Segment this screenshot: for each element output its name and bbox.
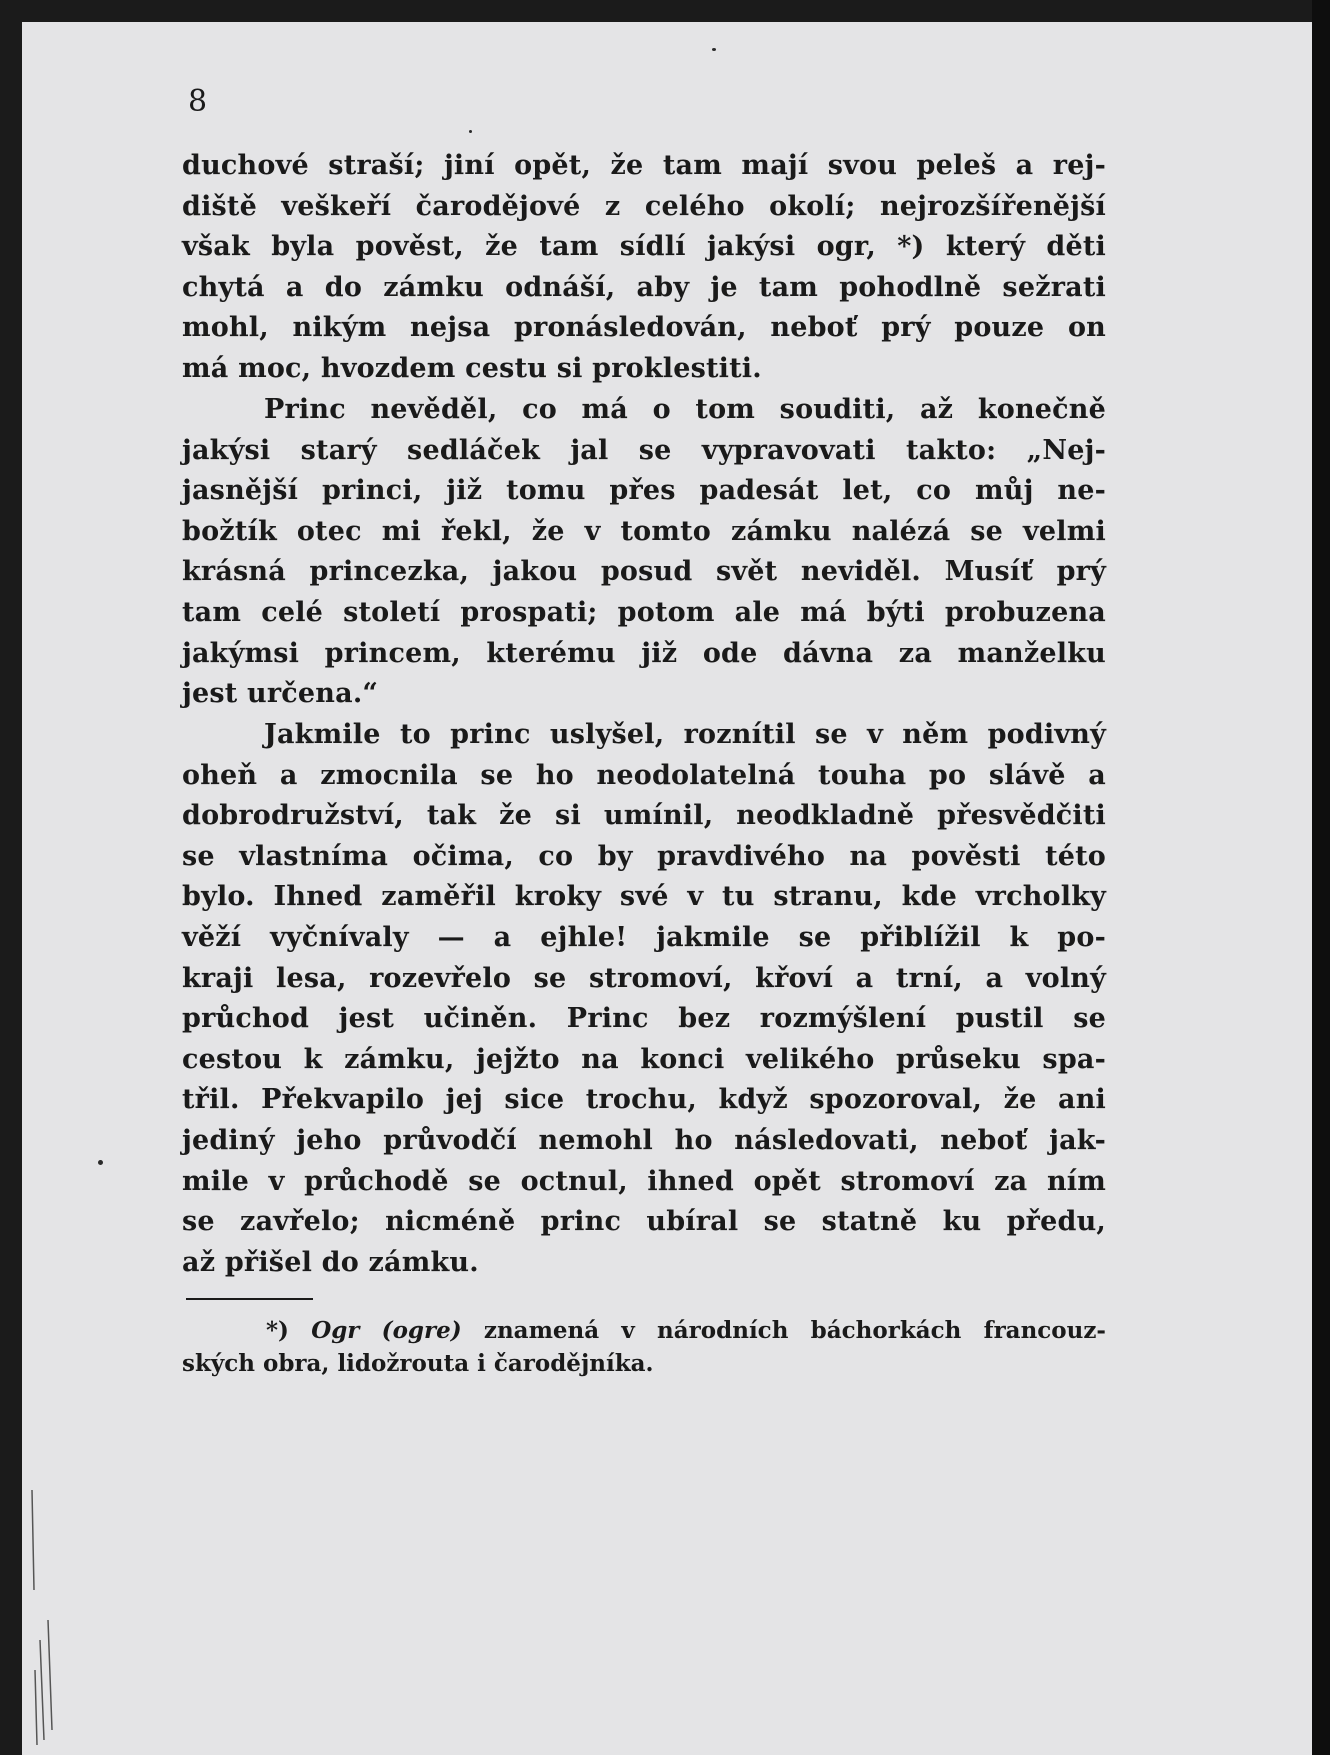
- text-line: jakýsi starý sedláček jal se vypravovati takto: „Nej-: [182, 434, 1106, 466]
- text-line: průchod jest učiněn. Princ bez rozmýšlení pustil se: [182, 1003, 1106, 1035]
- text-line: mohl, nikým nejsa pronásledován, neboť prý pouze on: [182, 312, 1106, 344]
- text-line: krásná princezka, jakou posud svět neviděl. Musíť prý: [182, 556, 1106, 588]
- text-line: diště veškeří čarodějové z celého okolí; nejrozšířenější: [182, 190, 1106, 222]
- text-line: kraji lesa, rozevřelo se stromoví, křoví a trní, a volný: [182, 962, 1106, 994]
- text-line: věží vyčnívaly — a ejhle! jakmile se přiblížil k po-: [182, 921, 1106, 953]
- text-line: dobrodružství, tak že si umínil, neodkladně přesvědčiti: [182, 800, 1106, 832]
- footnote-line-1: [182, 1314, 1106, 1347]
- text-line: Princ nevěděl, co má o tom souditi, až konečně: [264, 394, 1106, 425]
- text-line: bylo. Ihned zaměřil kroky své v tu stranu, kde vrcholky: [182, 881, 1106, 913]
- text-line: třil. Překvapilo jej sice trochu, když spozoroval, že ani: [182, 1084, 1106, 1116]
- text-line: duchové straší; jiní opět, že tam mají svou peleš a rej-: [182, 150, 1106, 181]
- scan-edge: [1312, 0, 1330, 1755]
- book-page: [22, 22, 1314, 1755]
- footnote-divider: [186, 1298, 313, 1300]
- text-line: jakýmsi princem, kterému již ode dávna za manželku: [182, 637, 1106, 669]
- text-line: má moc, hvozdem cestu si proklestiti.: [182, 352, 762, 384]
- text-line: cestou k zámku, jejžto na konci velikého průseku spa-: [182, 1043, 1106, 1075]
- text-line: jest určena.“: [182, 678, 379, 710]
- text-line: chytá a do zámku odnáší, aby je tam pohodlně sežrati: [182, 271, 1106, 303]
- text-line: jasnější princi, již tomu přes padesát let, co můj ne-: [182, 475, 1106, 507]
- page-number: 8: [188, 84, 208, 119]
- text-line: jediný jeho průvodčí nemohl ho následovati, neboť jak-: [182, 1124, 1106, 1156]
- paragraph-1: [182, 146, 1106, 390]
- footnote-line-2: ských obra, lidožrouta i čarodějníka.: [182, 1350, 654, 1377]
- footnote-term: Ogr (ogre): [311, 1317, 462, 1344]
- text-line: se zavřelo; nicméně princ ubíral se statně ku předu,: [182, 1206, 1106, 1238]
- footnote-definition: znamená v národních báchorkách francouz-: [483, 1317, 1106, 1344]
- text-line: až přišel do zámku.: [182, 1246, 479, 1278]
- text-line: se vlastníma očima, co by pravdivého na pověsti této: [182, 840, 1106, 872]
- scan-speck: [469, 130, 472, 133]
- text-line: však byla pověst, že tam sídlí jakýsi ogr, *) který děti: [182, 231, 1106, 263]
- text-line: božtík otec mi řekl, že v tomto zámku nalézá se velmi: [182, 515, 1106, 547]
- text-line: mile v průchodě se octnul, ihned opět stromoví za ním: [182, 1165, 1106, 1197]
- text-line: Jakmile to princ uslyšel, roznítil se v něm podivný: [264, 719, 1106, 750]
- scan-speck: [712, 48, 716, 51]
- text-line: oheň a zmocnila se ho neodolatelná touha po slávě a: [182, 759, 1106, 791]
- footnote: [182, 1314, 1106, 1380]
- paragraph-3: [182, 715, 1106, 1283]
- footnote-marker: *): [266, 1317, 289, 1344]
- paragraph-2: [182, 390, 1106, 715]
- scan-speck: [98, 1160, 103, 1165]
- text-line: tam celé století prospati; potom ale má býti probuzena: [182, 596, 1106, 628]
